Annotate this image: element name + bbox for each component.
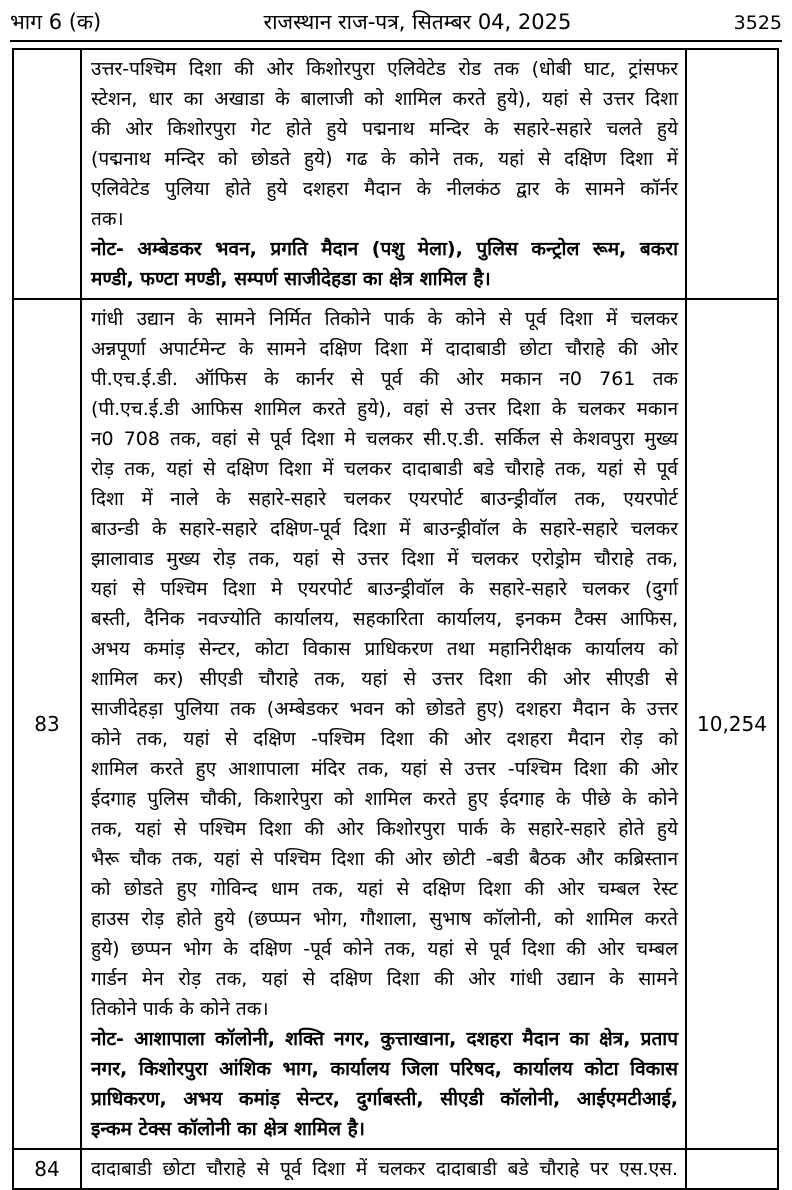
description-line: न0 708 तक, वहां से पूर्व दिशा मे चलकर सी.ए.डी. सर्किल से केशवपुरा मुख्य (91, 428, 678, 450)
description-line: की ओर किशोरपुरा गेट होते हुये पद्मनाथ मन्दिर के सहारे-सहारे चलते हुये (91, 118, 678, 140)
description-line: तिकोने पार्क के कोने तक। (91, 998, 269, 1020)
description-line: गांधी उद्यान के सामने निर्मित तिकोने पार्क के कोने से पूर्व दिशा में चलकर (91, 308, 678, 330)
description-line: हुये) छप्पन भोग के दक्षिण -पूर्व कोने तक, यहां से पूर्व दिशा की ओर चम्बल (91, 938, 678, 960)
table-row (13, 1149, 778, 1189)
description-line: स्टेशन, धार का अखाडा के बालाजी को शामिल करते हुये), यहां से उत्तर दिशा (91, 88, 678, 110)
description-line: दादाबाडी छोटा चौराहे से पूर्व दिशा में चलकर दादाबाडी बडे चौराहे पर एस.एस. (91, 1158, 678, 1180)
description-line: (पी.एच.ई.डी आफिस शामिल करते हुये), वहां से उत्तर दिशा के चलकर मकान (91, 398, 678, 420)
boundary-description-cell (81, 49, 686, 299)
note-line: इन्कम टेक्स कॉलोनी का क्षेत्र शामिल है। (91, 1118, 365, 1140)
boundary-table-body (13, 49, 778, 1189)
area-value-cell (686, 1149, 778, 1189)
description-line: तक, यहां से पश्चिम दिशा की ओर किशोरपुरा पार्क के सहारे-सहारे होते हुये (91, 818, 678, 840)
area-value-cell (686, 49, 778, 299)
note-line: मण्डी, फण्टा मण्डी, सम्पर्ण साजीदेहडा का क्षेत्र शामिल है। (91, 268, 491, 290)
note-line: नोट- अम्बेडकर भवन, प्रगति मैदान (पशु मेला), पुलिस कन्ट्रोल रूम, बकरा (91, 238, 678, 260)
boundary-table (12, 48, 779, 1190)
area-value-cell: 10,254 (686, 299, 778, 1149)
table-row (13, 299, 778, 1149)
description-line: गार्डन मेन रोड़ तक, यहां से दक्षिण दिशा की ओर गांधी उद्यान के सामने (91, 968, 678, 990)
page-header (10, 8, 782, 42)
description-line: भैरू चौक तक, यहां से पश्चिम दिशा की ओर छोटी -बडी बैठक और कब्रिस्तान (91, 848, 678, 870)
header-page-number: 3525 (733, 12, 782, 34)
note-line: नगर, किशोरपुरा आंशिक भाग, कार्यालय जिला परिषद, कार्यालय कोटा विकास (91, 1058, 678, 1080)
description-line: को छोडते हुए गोविन्द धाम तक, यहां से दक्षिण दिशा की ओर चम्बल रेस्ट (91, 878, 678, 900)
description-line: (पद्मनाथ मन्दिर को छोडते हुये) गढ के कोने तक, यहां से दक्षिण दिशा में (91, 148, 678, 170)
note-line: नोट- आशापाला कॉलोनी, शक्ति नगर, कुत्ताखाना, दशहरा मैदान का क्षेत्र, प्रताप (91, 1028, 678, 1050)
description-line: हाउस रोड़ होते हुये (छप्प्पन भोग, गौशाला, सुभाष कॉलोनी, को शामिल करते (91, 908, 678, 930)
description-line: झालावाड मुख्य रोड़ तक, यहां से उत्तर दिशा में चलकर एरोड्रोम चौराहे तक, (91, 548, 678, 570)
description-line: पी.एच.ई.डी. ऑफिस के कार्नर से पूर्व की ओर मकान न0 761 तक (91, 368, 678, 390)
serial-number-cell (13, 49, 81, 299)
boundary-description-cell (81, 299, 686, 1149)
description-line: उत्तर-पश्चिम दिशा की ओर किशोरपुरा एलिवेटेड रोड तक (धोबी घाट, ट्रांसफर (91, 58, 678, 80)
serial-number-cell: 83 (13, 299, 81, 1149)
description-line: बस्ती, दैनिक नवज्योति कार्यालय, सहकारिता कार्यालय, इनकम टैक्स आफिस, (91, 608, 678, 630)
description-line: अभय कमांड़ सेन्टर, कोटा विकास प्राधिकरण तथा महानिरीक्षक कार्यालय को (91, 638, 678, 660)
description-line: साजीदेहड़ा पुलिया तक (अम्बेडकर भवन को छोडते हुए) दशहरा मैदान के उत्तर (91, 698, 678, 720)
table-row (13, 49, 778, 299)
header-title: राजस्थान राज-पत्र, सितम्बर 04, 2025 (263, 10, 572, 34)
serial-number-cell: 84 (13, 1149, 81, 1189)
description-line: कोने तक, यहां से दक्षिण -पश्चिम दिशा की ओर दशहरा मैदान रोड़ को (91, 728, 678, 750)
header-part-label: भाग 6 (क) (10, 10, 102, 34)
description-line: बाउन्डी के सहारे-सहारे दक्षिण-पूर्व दिशा में बाउन्ड्रीवॉल के सहारे-सहारे चलकर (91, 518, 678, 540)
description-line: यहां से पश्चिम दिशा मे एयरपोर्ट बाउन्ड्रीवॉल के सहारे-सहारे चलकर (दुर्गा (91, 578, 678, 600)
description-line: शामिल करते हुए आशापाला मंदिर तक, यहां से उत्तर -पश्चिम दिशा की ओर (91, 758, 678, 780)
description-line: एलिवेटेड पुलिया होते हुये दशहरा मैदान के नीलकंठ द्वार के सामने कॉर्नर (91, 178, 678, 200)
description-line: ईदगाह पुलिस चौकी, किशारेपुरा को शामिल करते हुए ईदगाह के पीछे के कोने (91, 788, 678, 810)
description-line: शामिल कर) सीएडी चौराहे तक, यहां से उत्तर दिशा की ओर सीएडी से (91, 668, 678, 690)
boundary-description-cell (81, 1149, 686, 1189)
description-line: दिशा में नाले के सहारे-सहारे चलकर एयरपोर्ट बाउन्ड्रीवॉल तक, एयरपोर्ट (91, 488, 678, 510)
description-line: तक। (91, 208, 124, 230)
note-line: प्राधिकरण, अभय कमांड़ सेन्टर, दुर्गाबस्ती, सीएडी कॉलोनी, आईएमटीआई, (91, 1088, 678, 1110)
description-line: अन्नपूर्णा अपार्टमेन्ट के सामने दक्षिण दिशा में दादाबाडी छोटा चौराहे की ओर (91, 338, 678, 360)
description-line: रोड़ तक, यहां से दक्षिण दिशा में चलकर दादाबाडी बडे चौराहे तक, यहां से पूर्व (91, 458, 678, 480)
